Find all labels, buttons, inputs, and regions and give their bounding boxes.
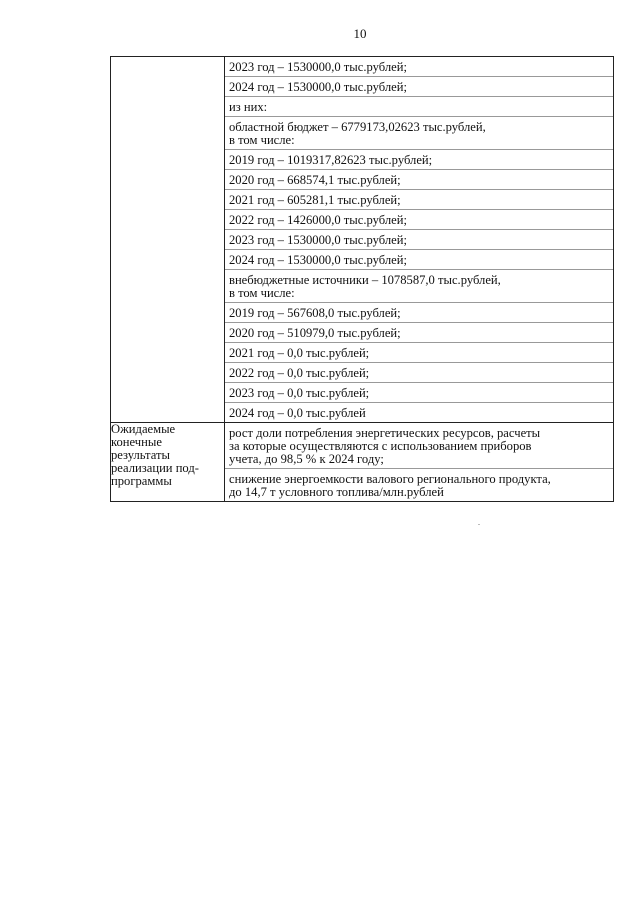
funding-line: 2021 год – 605281,1 тыс.рублей; [225,190,613,210]
result-line: рост доли потребления энергетических ресурсов, расчеты за которые осуществляются с использованием приборов учета, до 98,5 % к 2024 году; [225,423,613,469]
funding-label-cell [111,57,225,423]
funding-line: 2023 год – 1530000,0 тыс.рублей; [225,230,613,250]
funding-line: внебюджетные источники – 1078587,0 тыс.рублей, в том числе: [225,270,613,303]
scan-speck [478,524,480,525]
funding-line: 2019 год – 1019317,82623 тыс.рублей; [225,150,613,170]
funding-line: 2024 год – 0,0 тыс.рублей [229,406,366,420]
expected-results-label-text: Ожидаемые конечные результаты реализации под- программы [111,422,199,488]
funding-lines-list [225,57,613,422]
funding-line: областной бюджет – 6779173,02623 тыс.рублей, в том числе: [225,117,613,150]
expected-results-values-cell [225,423,614,502]
funding-values-cell [225,57,614,423]
results-lines-list [225,423,613,501]
funding-line: 2023 год – 1530000,0 тыс.рублей; [225,57,613,77]
page-number: 10 [353,26,367,41]
funding-line: 2023 год – 0,0 тыс.рублей; [225,383,613,403]
funding-line: 2020 год – 668574,1 тыс.рублей; [225,170,613,190]
expected-results-label [111,423,225,502]
funding-line: 2024 год – 1530000,0 тыс.рублей; [225,250,613,270]
result-line: снижение энергоемкости валового регионального продукта, до 14,7 т условного топлива/млн.рублей [229,472,551,499]
funding-line: из них: [225,97,613,117]
expected-results-row [111,423,614,502]
funding-line: 2021 год – 0,0 тыс.рублей; [225,343,613,363]
subprogram-passport-table [110,56,614,502]
funding-line: 2022 год – 1426000,0 тыс.рублей; [225,210,613,230]
funding-line: 2024 год – 1530000,0 тыс.рублей; [225,77,613,97]
funding-row [111,57,614,423]
funding-line: 2020 год – 510979,0 тыс.рублей; [225,323,613,343]
funding-line: 2019 год – 567608,0 тыс.рублей; [225,303,613,323]
funding-line: 2022 год – 0,0 тыс.рублей; [225,363,613,383]
